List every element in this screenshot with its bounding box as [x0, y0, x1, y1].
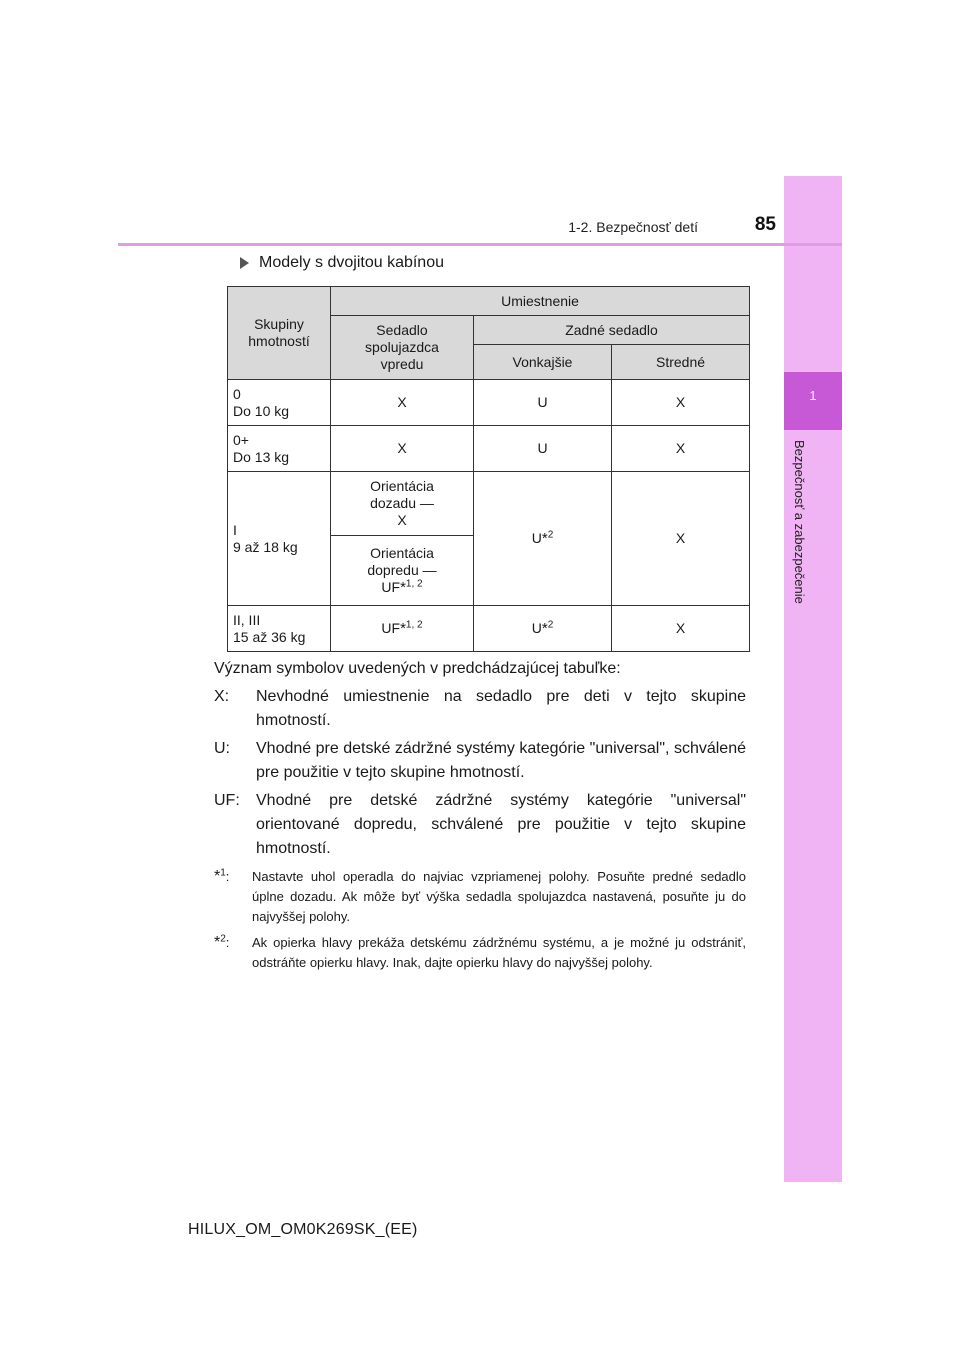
header-outer: Vonkajšie	[474, 345, 612, 380]
footnote	[214, 867, 746, 927]
footnote-star-icon: *	[400, 579, 406, 596]
outer-cell: U	[474, 426, 612, 472]
footnote-star-icon: *	[214, 868, 221, 885]
outer-cell: U*$^2$	[474, 472, 612, 606]
page-number: 85	[754, 214, 776, 235]
table-row	[228, 380, 750, 426]
legend-text: Nevhodné umiestnenie na sedadlo pre deti v tejto skupine hmotností.	[256, 688, 746, 729]
model-heading	[240, 254, 444, 272]
legend-text: Vhodné pre detské zádržné systémy kategórie "universal", schválené pre použitie v tejto skupine hmotností.	[256, 740, 746, 781]
header-placement: Umiestnenie	[331, 287, 750, 316]
header-group: Skupiny hmotností	[228, 287, 331, 380]
group-cell: 0 Do 10 kg	[228, 380, 331, 426]
center-cell: X	[612, 606, 750, 652]
table-row	[228, 472, 750, 536]
legend-key: U:	[214, 740, 230, 757]
center-cell: X	[612, 472, 750, 606]
table-row	[228, 606, 750, 652]
outer-cell: U	[474, 380, 612, 426]
group-cell: 0+ Do 13 kg	[228, 426, 331, 472]
legend-item	[214, 737, 746, 785]
group-cell: I 9 až 18 kg	[228, 472, 331, 606]
footnote-text: Nastavte uhol operadla do najviac vzpriamenej polohy. Posuňte predné sedadlo úplne dozadu. Ak môže byť výška sedadla spolujazdca nastavená, posuňte ju do najvyššej polohy.	[252, 869, 746, 924]
legend	[214, 657, 746, 979]
footnote-text: Ak opierka hlavy prekáža detskému zádržnému systému, a je možné ju odstrániť, odstráňte opierku hlavy. Inak, dajte opierku hlavy do najvyššej polohy.	[252, 935, 746, 970]
legend-text: Vhodné pre detské zádržné systémy kategórie "universal" orientované dopredu, schválené pre použitie v tejto skupine hmotností.	[256, 792, 746, 857]
outer-cell: U*$^2$	[474, 606, 612, 652]
section-title: 1-2. Bezpečnosť detí	[568, 219, 698, 235]
header-rear-seat: Zadné sedadlo	[474, 316, 750, 345]
front-cell: UF*$^{1, 2}$	[331, 606, 474, 652]
legend-key: X:	[214, 688, 230, 705]
footnote-star-icon: *	[400, 620, 406, 637]
front-cell: X	[331, 426, 474, 472]
legend-intro: Význam symbolov uvedených v predchádzajúcej tabuľke:	[214, 660, 621, 677]
footnote-star-icon: *	[214, 934, 221, 951]
triangle-bullet-icon	[240, 257, 249, 269]
seat-suitability-table	[227, 286, 750, 652]
group-cell: II, III 15 až 36 kg	[228, 606, 331, 652]
chapter-number: 1	[809, 388, 817, 403]
front-cell: X	[331, 380, 474, 426]
legend-item	[214, 685, 746, 733]
header-center: Stredné	[612, 345, 750, 380]
footnote-star-icon: *	[541, 530, 548, 547]
footnote-key: *$^1$:	[214, 867, 230, 885]
header-rule	[118, 243, 842, 246]
table-row	[228, 426, 750, 472]
footnote-key: *$^2$:	[214, 933, 230, 951]
side-tab	[784, 176, 842, 1182]
footnote	[214, 933, 746, 973]
legend-key: UF:	[214, 792, 240, 809]
legend-item	[214, 789, 746, 861]
chapter-label: Bezpečnosť a zabezpečenie	[792, 440, 807, 604]
footnotes	[214, 867, 746, 973]
header-front-seat: Sedadlo spolujazdca vpredu	[331, 316, 474, 380]
footnote-star-icon: *	[541, 620, 548, 637]
center-cell: X	[612, 426, 750, 472]
center-cell: X	[612, 380, 750, 426]
front-rear-facing-cell: Orientácia dozadu — X	[331, 472, 474, 536]
model-heading-text: Modely s dvojitou kabínou	[259, 254, 444, 271]
document-code: HILUX_OM_OM0K269SK_(EE)	[188, 1221, 418, 1238]
front-forward-facing-cell: Orientácia dopredu — UF*$^{1, 2}$	[331, 536, 474, 606]
